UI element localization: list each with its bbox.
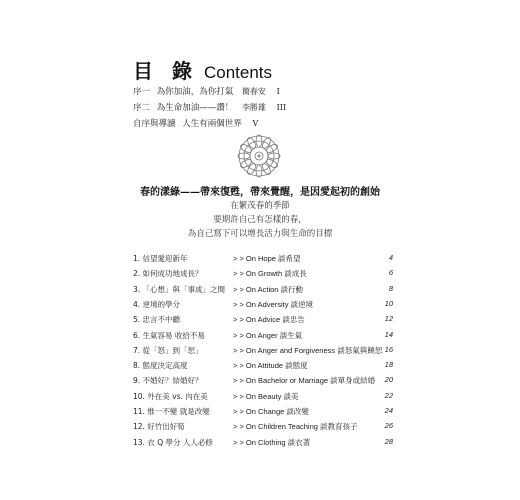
toc-entry-topic: > > On Action 談行動	[233, 284, 304, 294]
preface-label: 序二	[133, 103, 151, 113]
toc-entry[interactable]	[133, 406, 393, 418]
toc-entry-page: 22	[384, 390, 393, 400]
toc-entry-page: 8	[388, 283, 393, 293]
intro-line: 要期許自己有怎樣的春，	[213, 215, 307, 225]
toc-entry-topic: > > On Beauty 談美	[233, 391, 299, 401]
intro-line: 在繁茂春的季節	[230, 201, 290, 211]
toc-entry-page: 4	[388, 253, 393, 262]
preface-item[interactable]	[133, 85, 280, 97]
title-chinese: 目 錄	[133, 59, 198, 83]
intro-headline: 春的漾綠——帶來復甦，帶來覺醒，是因愛起初的創始	[140, 187, 380, 198]
preface-author: 簡春安	[241, 87, 266, 96]
page-title	[133, 55, 272, 84]
toc-entry-title: 5. 忠言不中聽	[133, 315, 181, 325]
toc-entry[interactable]	[133, 375, 393, 387]
toc-entry-page: 12	[384, 314, 393, 324]
preface-label: 自序與導讀	[133, 119, 176, 129]
lace-medallion-icon	[236, 133, 282, 179]
toc-entry-title: 13. 衣 Q 學分 人人必修	[133, 437, 213, 447]
toc-entry[interactable]	[133, 330, 393, 342]
toc-entry-title: 7. 從「怒」到「恕」	[133, 345, 203, 355]
toc-entry-page: 14	[384, 329, 393, 339]
intro-line: 為自己寫下可以增長活力與生命的目標	[187, 229, 333, 239]
toc-entry-page: 18	[384, 360, 393, 370]
toc-entry-title: 3. 「心想」與「事成」之間	[133, 284, 226, 294]
toc-entry-topic: > > On Anger 談生氣	[233, 330, 303, 340]
toc-entry-page: 16	[384, 344, 393, 354]
toc-entry-page: 6	[388, 268, 393, 278]
toc-entry-page: 20	[384, 375, 393, 385]
toc-entry-topic: > > On Anger and Forgiveness 談怒氣與饒恕	[233, 345, 383, 355]
toc-entry[interactable]	[133, 314, 393, 326]
preface-item[interactable]	[133, 117, 258, 129]
toc-entry[interactable]	[133, 345, 393, 357]
toc-entry-topic: > > On Change 談改變	[233, 407, 309, 416]
toc-entry-title: 9. 不婚好？結婚好？	[133, 376, 203, 386]
toc-entry[interactable]	[133, 360, 393, 372]
preface-label: 序一	[133, 87, 151, 97]
toc-entry-page: 28	[384, 436, 393, 446]
toc-entry-topic: > > On Children Teaching 談教育孩子	[233, 422, 358, 432]
toc-entry-title: 2. 如何成功地成長？	[133, 269, 203, 279]
toc-entry-page: 24	[384, 406, 393, 415]
toc-entry[interactable]	[133, 284, 393, 296]
preface-author: 李勝雄	[241, 103, 266, 112]
toc-entry-title: 1. 信望愛迎新年	[133, 254, 188, 263]
toc-entry[interactable]	[133, 421, 393, 433]
toc-entry-topic: > > On Hope 談希望	[233, 254, 301, 263]
toc-entry[interactable]	[133, 391, 393, 403]
toc-entry[interactable]	[133, 253, 393, 265]
toc-entry-page: 26	[384, 421, 393, 431]
toc-entry-title: 12. 好竹出好筍	[133, 422, 185, 432]
preface-number: V	[252, 119, 259, 128]
toc-entry[interactable]	[133, 268, 393, 280]
toc-entry-title: 10. 外在美 vs. 內在美	[133, 391, 208, 401]
toc-entry-title: 4. 逆境的學分	[133, 299, 181, 309]
toc-entry-topic: > > On Growth 談成長	[233, 269, 307, 279]
preface-text: 人生有兩個世界	[182, 119, 242, 129]
toc-entry-topic: > > On Attitude 談態度	[233, 361, 308, 371]
preface-item[interactable]	[133, 101, 286, 113]
toc-entry-topic: > > On Clothing 談衣著	[233, 437, 311, 447]
toc-entry-title: 11. 惟一不變 就是改變	[133, 407, 210, 416]
preface-number: III	[276, 103, 287, 112]
toc-entry-topic: > > On Bachelor or Marriage 談單身或結婚	[233, 376, 376, 386]
toc-entry-topic: > > On Advice 談忠告	[233, 315, 305, 325]
preface-text: 為你加油，為你打氣	[156, 87, 234, 97]
toc-entry[interactable]	[133, 437, 393, 449]
toc-entry[interactable]	[133, 299, 393, 311]
title-english: Contents	[203, 63, 273, 82]
preface-number: I	[276, 87, 280, 96]
toc-entry-title: 6. 生氣容易 收拾不易	[133, 330, 205, 340]
toc-entry-title: 8. 態度決定高度	[133, 361, 188, 371]
toc-entry-page: 10	[384, 298, 393, 308]
preface-text: 為生命加油——讚！	[156, 103, 234, 113]
toc-entry-topic: > > On Adversity 談逆境	[233, 299, 314, 309]
